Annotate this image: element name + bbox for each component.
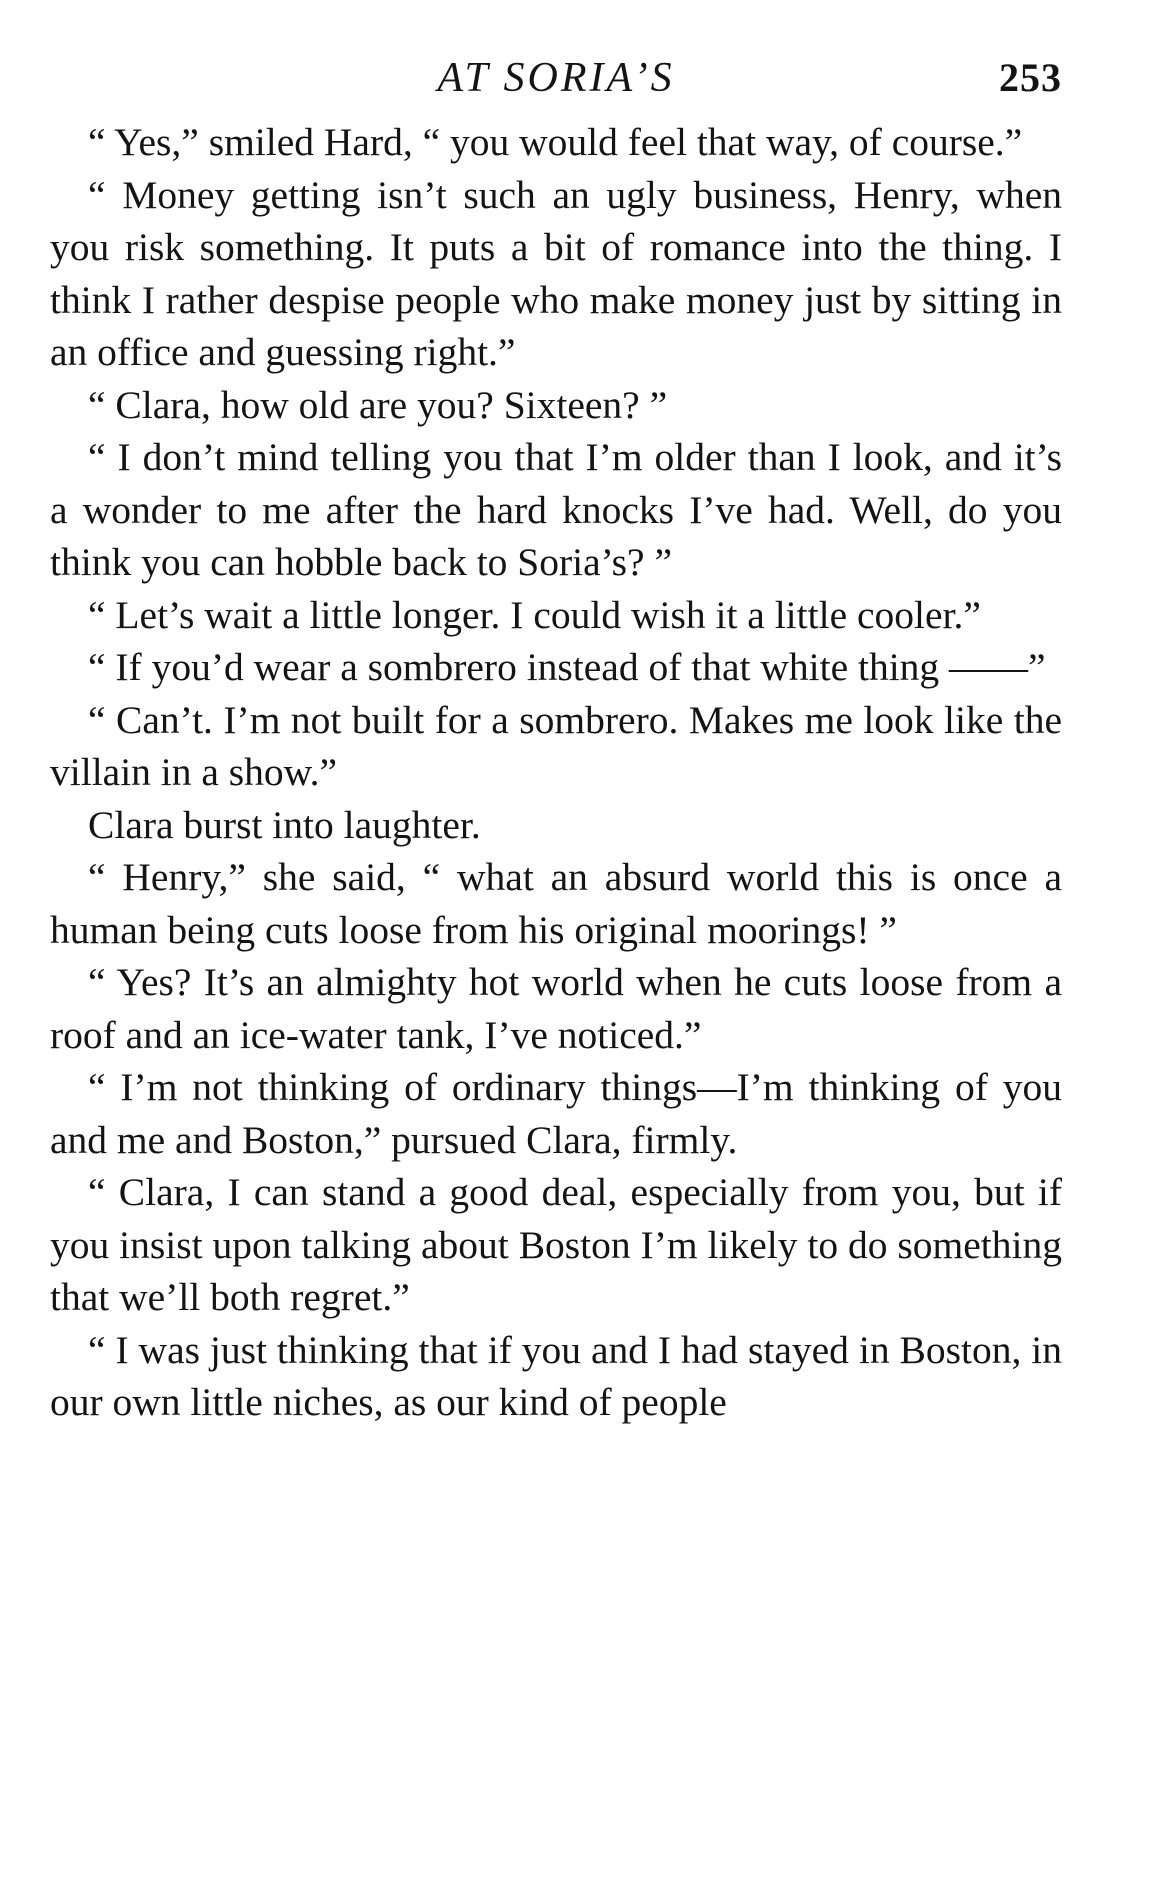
book-page — [50, 54, 1062, 1429]
paragraph: “ Clara, how old are you? Sixteen? ” — [88, 382, 668, 427]
running-title: AT SORIA’S — [437, 55, 675, 101]
page-number: 253 — [999, 55, 1062, 100]
paragraph: “ I’m not thinking of ordinary things—I’m thinking of you and me and Boston,” pursued Clara, firmly. — [50, 1065, 1062, 1162]
paragraph: “ I don’t mind telling you that I’m older than I look, and it’s a wonder to me after the hard knocks I’ve had. Well, do you think you can hobble back to Soria’s? ” — [50, 435, 1062, 584]
paragraph: “ I was just thinking that if you and I had stayed in Boston, in our own little niches, as our kind of people — [50, 1327, 1062, 1424]
paragraph: “ Yes? It’s an almighty hot world when he cuts loose from a roof and an ice-water tank, I’ve noticed.” — [50, 960, 1062, 1057]
paragraph: “ Henry,” she said, “ what an absurd world this is once a human being cuts loose from his original moorings! ” — [50, 855, 1062, 952]
body-text — [50, 116, 1062, 1429]
running-header — [50, 54, 1062, 110]
paragraph: “ Can’t. I’m not built for a sombrero. Makes me look like the villain in a show.” — [50, 697, 1062, 794]
paragraph: Clara burst into laughter. — [88, 802, 481, 847]
paragraph: “ If you’d wear a sombrero instead of that white thing ——” — [88, 645, 1046, 689]
paragraph: “ Yes,” smiled Hard, “ you would feel that way, of course.” — [88, 120, 1023, 164]
paragraph: “ Money getting isn’t such an ugly business, Henry, when you risk something. It puts a bit of romance into the thing. I think I rather despise people who make money just by sitting in an office and guessing right.” — [50, 172, 1062, 374]
paragraph: “ Clara, I can stand a good deal, especially from you, but if you insist upon talking about Boston I’m likely to do something that we’ll both regret.” — [50, 1170, 1062, 1319]
paragraph: “ Let’s wait a little longer. I could wish it a little cooler.” — [88, 592, 981, 637]
